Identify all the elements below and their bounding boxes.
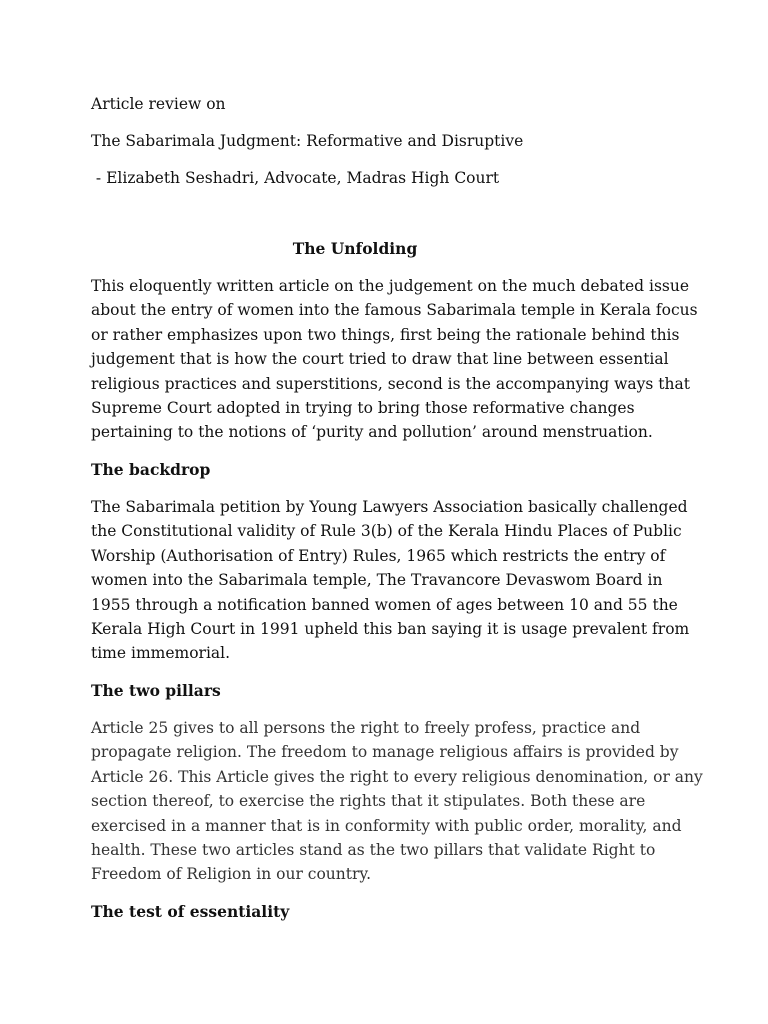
paragraph-line: time immemorial.: [91, 644, 231, 663]
paragraph-backdrop: [91, 495, 691, 666]
paragraph-line: about the entry of women into the famous Sabarimala temple in Kerala focus: [91, 301, 698, 320]
paragraph-line: Worship (Authorisation of Entry) Rules, 1965 which restricts the entry of: [91, 546, 666, 565]
paragraph-unfolding: [91, 274, 698, 445]
paragraph-line: exercised in a manner that is in conformity with public order, morality, and: [91, 816, 682, 835]
paragraph-line: health. These two articles stand as the two pillars that validate Right to: [91, 841, 656, 860]
paragraph-line: judgement that is how the court tried to draw that line between essential: [91, 350, 669, 369]
paragraph-line: or rather emphasizes upon two things, first being the rationale behind this: [91, 325, 680, 344]
paragraph-two-pillars: [91, 716, 703, 887]
paragraph-line: This eloquently written article on the judgement on the much debated issue: [91, 277, 690, 295]
paragraph-line: 1955 through a notification banned women of ages between 10 and 55 the: [91, 595, 678, 614]
paragraph-line: The Sabarimala petition by Young Lawyers Association basically challenged: [91, 498, 688, 516]
paragraph-line: pertaining to the notions of ‘purity and pollution’ around menstruation.: [91, 423, 653, 442]
paragraph-line: Kerala High Court in 1991 upheld this ban saying it is usage prevalent from: [91, 620, 690, 639]
paragraph-line: Article 26. This Article gives the right to every religious denomination, or any: [91, 767, 703, 786]
paragraph-line: section thereof, to exercise the rights that it stipulates. Both these are: [91, 792, 646, 811]
author-line: - Elizabeth Seshadri, Advocate, Madras High Court: [91, 169, 500, 187]
paragraph-line: the Constitutional validity of Rule 3(b) of the Kerala Hindu Places of Public: [91, 522, 682, 541]
paragraph-line: religious practices and superstitions, second is the accompanying ways that: [91, 374, 690, 393]
paragraph-line: Supreme Court adopted in trying to bring those reformative changes: [91, 399, 635, 418]
paragraph-line: propagate religion. The freedom to manage religious affairs is provided by: [91, 743, 679, 762]
paragraph-line: Freedom of Religion in our country.: [91, 865, 372, 884]
paragraph-line: Article 25 gives to all persons the right to freely profess, practice and: [91, 719, 641, 737]
heading-backdrop: The backdrop: [91, 460, 211, 479]
heading-two-pillars: The two pillars: [91, 681, 221, 700]
heading-test-of-essentiality: The test of essentiality: [91, 902, 290, 921]
article-title: The Sabarimala Judgment: Reformative and Disruptive: [91, 132, 524, 150]
intro-line: Article review on: [91, 95, 226, 113]
heading-unfolding: The Unfolding: [292, 239, 418, 258]
paragraph-line: women into the Sabarimala temple, The Travancore Devaswom Board in: [91, 571, 663, 590]
